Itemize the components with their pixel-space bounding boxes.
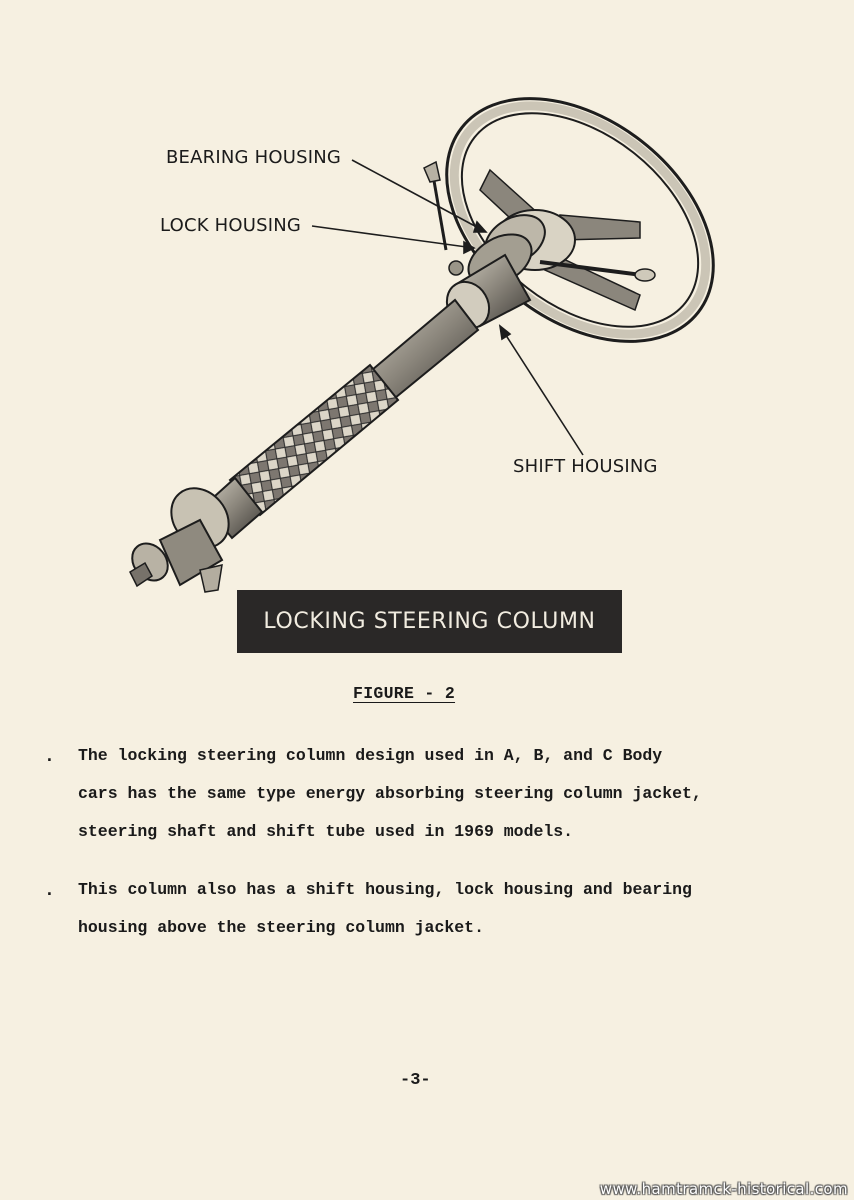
callout-lock-housing: LOCK HOUSING: [160, 215, 302, 236]
shift-tube: [372, 300, 478, 398]
figure-caption: FIGURE - 2: [353, 684, 456, 703]
bullet-marker: .: [44, 881, 55, 901]
bullet-marker: .: [44, 747, 55, 767]
callout-shift-housing: SHIFT HOUSING: [513, 456, 658, 477]
body-paragraph: This column also has a shift housing, lock housing and bearing housing above the steering column jacket.: [78, 880, 692, 937]
callout-bearing-housing: BEARING HOUSING: [166, 147, 342, 168]
watermark: www.hamtramck-historical.com: [599, 1180, 848, 1198]
body-paragraph: The locking steering column design used in A, B, and C Body cars has the same type energy absorbing steering column jacket, steering shaft and shift tube used in 1969 models.: [78, 746, 702, 841]
energy-absorbing-jacket: [230, 365, 398, 515]
figure-title: LOCKING STEERING COLUMN: [263, 609, 596, 634]
page-number: -3-: [400, 1071, 431, 1090]
figure-title-banner: [237, 590, 622, 653]
